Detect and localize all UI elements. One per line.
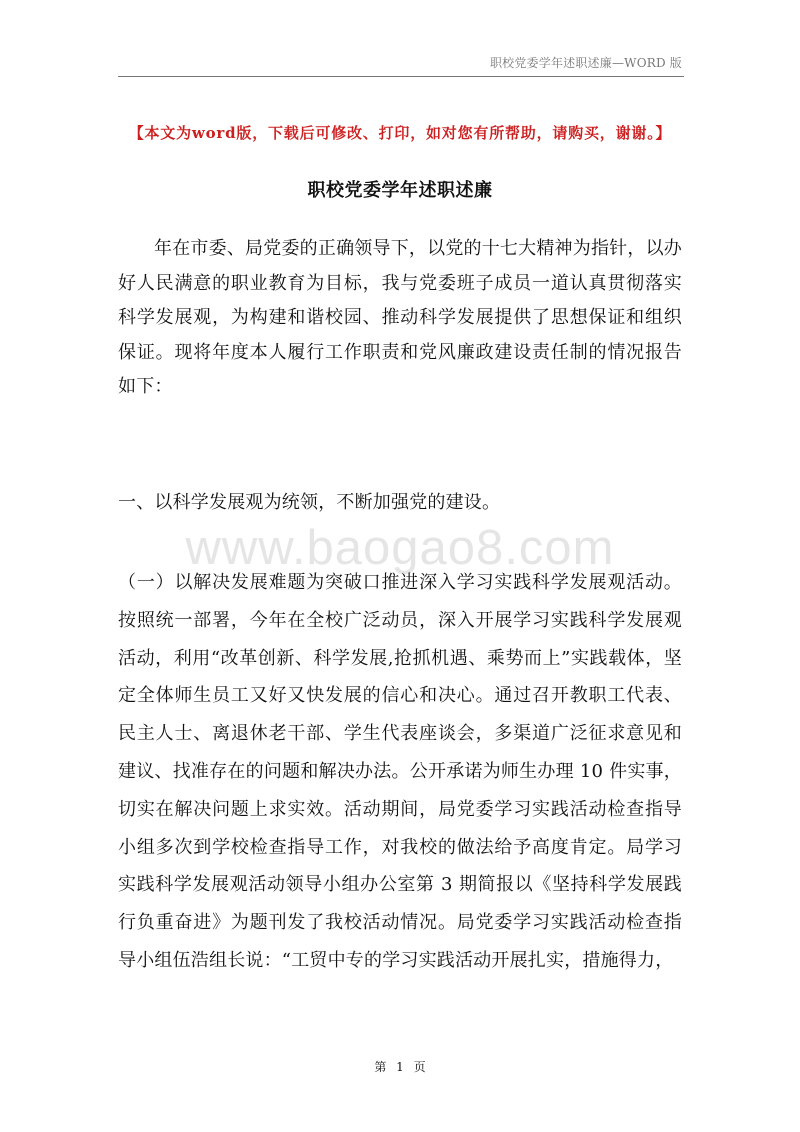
header-divider	[118, 76, 684, 77]
body-paragraph: （一）以解决发展难题为突破口推进深入学习实践科学发展观活动。按照统一部署，今年在全校广泛动员，深入开展学习实践科学发展观活动，利用“改革创新、科学发展,抢抓机遇、乘势而上”实践载体，坚定全体师生员工又好又快发展的信心和决心。通过召开教职工代表、民主人士、离退休老干部、学生代表座谈会，多渠道广泛征求意见和建议、找准存在的问题和解决办法。公开承诺为师生办理 10 件实事，切实在解决问题上求实效。活动期间，局党委学习实践活动检查指导小组多次到学校检查指导工作，对我校的做法给予高度肯定。局学习实践科学发展观活动领导小组办公室第 3 期简报以《坚持科学发展践行负重奋进》为题刊发了我校活动情况。局党委学习实践活动检查指导小组伍浩组长说：“工贸中专的学习实践活动开展扎实，措施得力，	[118, 572, 682, 971]
footer-prefix: 第	[374, 1060, 387, 1074]
intro-paragraph: 年在市委、局党委的正确领导下，以党的十七大精神为指针，以办好人民满意的职业教育为目标，我与党委班子成员一道认真贯彻落实科学发展观，为构建和谐校园、推动科学发展提供了思想保证和组织保证。现将年度本人履行工作职责和党风廉政建设责任制的情况报告如下：	[118, 238, 682, 397]
page-number: 1	[396, 1060, 404, 1074]
download-notice: 【本文为word版，下载后可修改、打印，如对您有所帮助，请购买，谢谢。】	[128, 124, 672, 142]
page-footer	[0, 1058, 800, 1075]
page-title: 职校党委学年述职述廉	[307, 180, 493, 201]
section-heading: 一、以科学发展观为统领，不断加强党的建设。	[118, 492, 501, 513]
running-header: 职校党委学年述职述廉—WORD 版	[489, 56, 682, 70]
footer-suffix: 页	[413, 1060, 426, 1074]
watermark-text: www.baogao8.com	[185, 521, 615, 575]
